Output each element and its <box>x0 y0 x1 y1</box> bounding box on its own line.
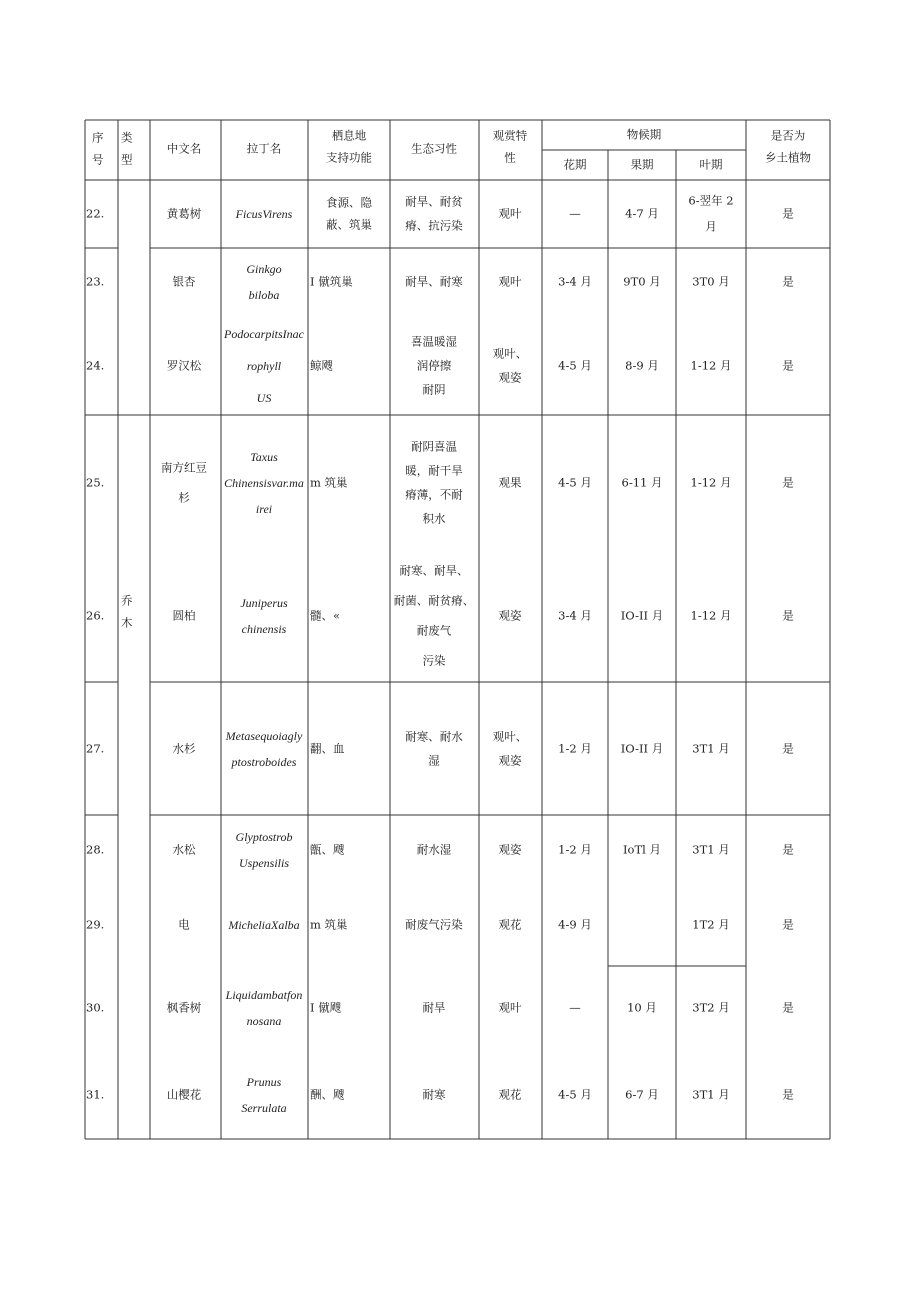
row-habitat: 酬、飕 <box>310 1087 345 1102</box>
row-leaf: 1T2 月 <box>692 917 730 932</box>
row-latin-name: nosana <box>246 1014 282 1028</box>
row-habitat: 食源、隐 <box>326 195 372 210</box>
header-latin-name: 拉丁名 <box>246 141 282 156</box>
header-leaf: 叶期 <box>699 157 723 172</box>
header-native: 乡土植物 <box>765 150 811 165</box>
row-seq: 25. <box>86 475 105 490</box>
row-native: 是 <box>782 206 794 221</box>
row-ornamental: 观姿 <box>498 370 522 385</box>
row-native: 是 <box>782 1087 794 1102</box>
row-fruit: IO-II 月 <box>620 608 664 623</box>
row-ornamental: 观叶 <box>498 1000 522 1015</box>
row-cn-name: 南方红豆 <box>161 460 207 475</box>
row-seq: 28. <box>86 842 105 857</box>
row-ecology: 瘠、抗污染 <box>405 218 463 233</box>
row-flower: 3-4 月 <box>558 274 592 289</box>
header-ornamental: 观赏特 <box>492 128 528 143</box>
row-leaf: 3T1 月 <box>692 1087 730 1102</box>
row-latin-name: Ginkgo <box>246 262 282 276</box>
row-latin-name: Serrulata <box>241 1101 287 1115</box>
row-ecology: 湿 <box>428 753 440 768</box>
row-fruit: 8-9 月 <box>625 358 659 373</box>
row-native: 是 <box>782 741 794 756</box>
row-flower: — <box>569 1000 581 1015</box>
row-ecology: 积水 <box>422 511 446 526</box>
row-latin-name: PodocarpitsInac <box>224 327 304 341</box>
row-cn-name: 枫香树 <box>166 1000 202 1015</box>
header-habitat: 栖息地 <box>331 128 367 143</box>
row-fruit: 6-11 月 <box>621 475 663 490</box>
row-habitat: I 僦飕 <box>310 1000 342 1015</box>
row-ecology: 耐寒 <box>422 1087 446 1102</box>
row-ornamental: 观姿 <box>498 753 522 768</box>
row-native: 是 <box>782 1000 794 1015</box>
header-ornamental: 性 <box>504 150 516 165</box>
row-cn-name: 杉 <box>178 490 190 505</box>
row-ecology: 润停擦 <box>416 358 452 373</box>
row-latin-name: Chinensisvar.ma <box>224 476 304 490</box>
row-cn-name: 水松 <box>172 842 196 857</box>
row-seq: 23. <box>86 274 105 289</box>
row-habitat: 蔽、筑巢 <box>326 217 372 232</box>
row-seq: 27. <box>86 741 105 756</box>
row-cn-name: 银杏 <box>172 274 196 289</box>
row-native: 是 <box>782 274 794 289</box>
row-leaf: 1-12 月 <box>690 608 732 623</box>
row-seq: 26. <box>86 608 105 623</box>
row-ecology: 耐阴喜温 <box>411 439 457 454</box>
row-ecology: 耐旱 <box>422 1000 446 1015</box>
row-ecology: 耐废气 <box>416 623 452 638</box>
header-type: 类 <box>121 130 133 145</box>
row-ecology: 耐菌、耐贫瘠、 <box>393 593 475 608</box>
row-fruit: 9T0 月 <box>623 274 661 289</box>
row-seq: 30. <box>86 1000 105 1015</box>
row-leaf: 1-12 月 <box>690 475 732 490</box>
header-phenology: 物候期 <box>626 127 662 142</box>
row-ornamental: 观叶、 <box>492 729 528 744</box>
row-latin-name: US <box>256 391 272 405</box>
row-ornamental: 观果 <box>498 475 522 490</box>
row-habitat: 翻、血 <box>310 741 345 756</box>
row-cn-name: 圆柏 <box>172 608 196 623</box>
row-flower: 4-5 月 <box>558 1087 592 1102</box>
row-latin-name: biloba <box>248 288 280 302</box>
row-ornamental: 观姿 <box>498 842 522 857</box>
row-seq: 22. <box>86 206 105 221</box>
row-latin-name: Metasequoiagly <box>225 729 303 743</box>
row-fruit: IO-II 月 <box>620 741 664 756</box>
row-flower: 4-5 月 <box>558 475 592 490</box>
header-seq: 序 <box>92 130 104 145</box>
row-fruit: 4-7 月 <box>625 206 659 221</box>
row-leaf: 6-翌年 2 <box>688 193 734 208</box>
row-leaf: 3T2 月 <box>692 1000 730 1015</box>
row-leaf: 3T0 月 <box>692 274 730 289</box>
row-flower: 3-4 月 <box>558 608 592 623</box>
row-latin-name: Juniperus <box>240 596 288 610</box>
row-cn-name: 罗汉松 <box>166 358 202 373</box>
row-latin-name: MicheliaXalba <box>228 918 300 932</box>
row-latin-name: irei <box>255 502 273 516</box>
row-ecology: 耐旱、耐贫 <box>405 194 463 209</box>
row-latin-name: Liquidambatfon <box>225 988 303 1002</box>
header-native: 是否为 <box>770 128 806 143</box>
row-fruit: 6-7 月 <box>625 1087 659 1102</box>
row-habitat: I 僦筑巢 <box>310 274 353 289</box>
row-habitat: 髓、« <box>310 608 341 623</box>
row-native: 是 <box>782 917 794 932</box>
row-latin-name: Glyptostrob <box>235 830 293 844</box>
row-latin-name: ptostroboides <box>231 755 297 769</box>
header-type: 型 <box>121 152 133 167</box>
category-label: 乔 <box>121 593 133 608</box>
row-latin-name: Uspensilis <box>238 856 290 870</box>
row-cn-name: 黄葛树 <box>166 206 202 221</box>
row-native: 是 <box>782 608 794 623</box>
row-fruit: IoTl 月 <box>623 842 661 857</box>
row-ecology: 耐旱、耐寒 <box>405 274 463 289</box>
header-cn-name: 中文名 <box>166 141 202 156</box>
row-seq: 31. <box>86 1087 105 1102</box>
row-native: 是 <box>782 842 794 857</box>
row-seq: 24. <box>86 358 105 373</box>
row-ecology: 耐寒、耐旱、 <box>399 563 469 578</box>
row-flower: — <box>569 206 581 221</box>
row-habitat: m 筑巢 <box>310 475 348 490</box>
row-ornamental: 观花 <box>498 917 522 932</box>
row-latin-name: rophyll <box>246 359 282 373</box>
category-label: 木 <box>121 615 133 630</box>
row-habitat: m 筑巢 <box>310 917 348 932</box>
row-ecology: 耐阴 <box>422 382 446 397</box>
row-flower: 4-9 月 <box>558 917 592 932</box>
row-native: 是 <box>782 358 794 373</box>
row-habitat: 甑、飕 <box>310 842 345 857</box>
row-native: 是 <box>782 475 794 490</box>
row-ornamental: 观姿 <box>498 608 522 623</box>
header-flower: 花期 <box>563 157 587 172</box>
row-ornamental: 观叶 <box>498 206 522 221</box>
row-flower: 4-5 月 <box>558 358 592 373</box>
header-habitat: 支持功能 <box>326 150 372 165</box>
row-cn-name: 山樱花 <box>166 1087 202 1102</box>
row-latin-name: FicusVirens <box>235 207 293 221</box>
row-habitat: 鲸飕 <box>310 358 333 373</box>
row-cn-name: 电 <box>178 917 190 932</box>
row-ecology: 暖，耐干旱 <box>405 463 463 478</box>
row-ecology: 耐废气污染 <box>405 917 463 932</box>
row-latin-name: chinensis <box>241 622 287 636</box>
row-ecology: 瘠薄，不耐 <box>405 487 463 502</box>
row-ornamental: 观花 <box>498 1087 522 1102</box>
row-fruit: 10 月 <box>627 1000 657 1015</box>
row-leaf: 月 <box>705 219 717 234</box>
row-ecology: 喜温暖湿 <box>411 334 457 349</box>
row-ecology: 耐水湿 <box>416 842 452 857</box>
row-ecology: 耐寒、耐水 <box>405 729 463 744</box>
row-latin-name: Prunus <box>246 1075 282 1089</box>
row-flower: 1-2 月 <box>558 741 592 756</box>
row-ornamental: 观叶 <box>498 274 522 289</box>
row-latin-name: Taxus <box>250 450 278 464</box>
header-fruit: 果期 <box>630 157 654 172</box>
row-flower: 1-2 月 <box>558 842 592 857</box>
row-seq: 29. <box>86 917 105 932</box>
row-cn-name: 水杉 <box>172 741 196 756</box>
row-leaf: 3T1 月 <box>692 842 730 857</box>
row-ornamental: 观叶、 <box>492 346 528 361</box>
row-leaf: 3T1 月 <box>692 741 730 756</box>
header-ecology: 生态习性 <box>411 141 457 156</box>
row-leaf: 1-12 月 <box>690 358 732 373</box>
header-seq: 号 <box>92 152 104 167</box>
row-ecology: 污染 <box>422 653 446 668</box>
